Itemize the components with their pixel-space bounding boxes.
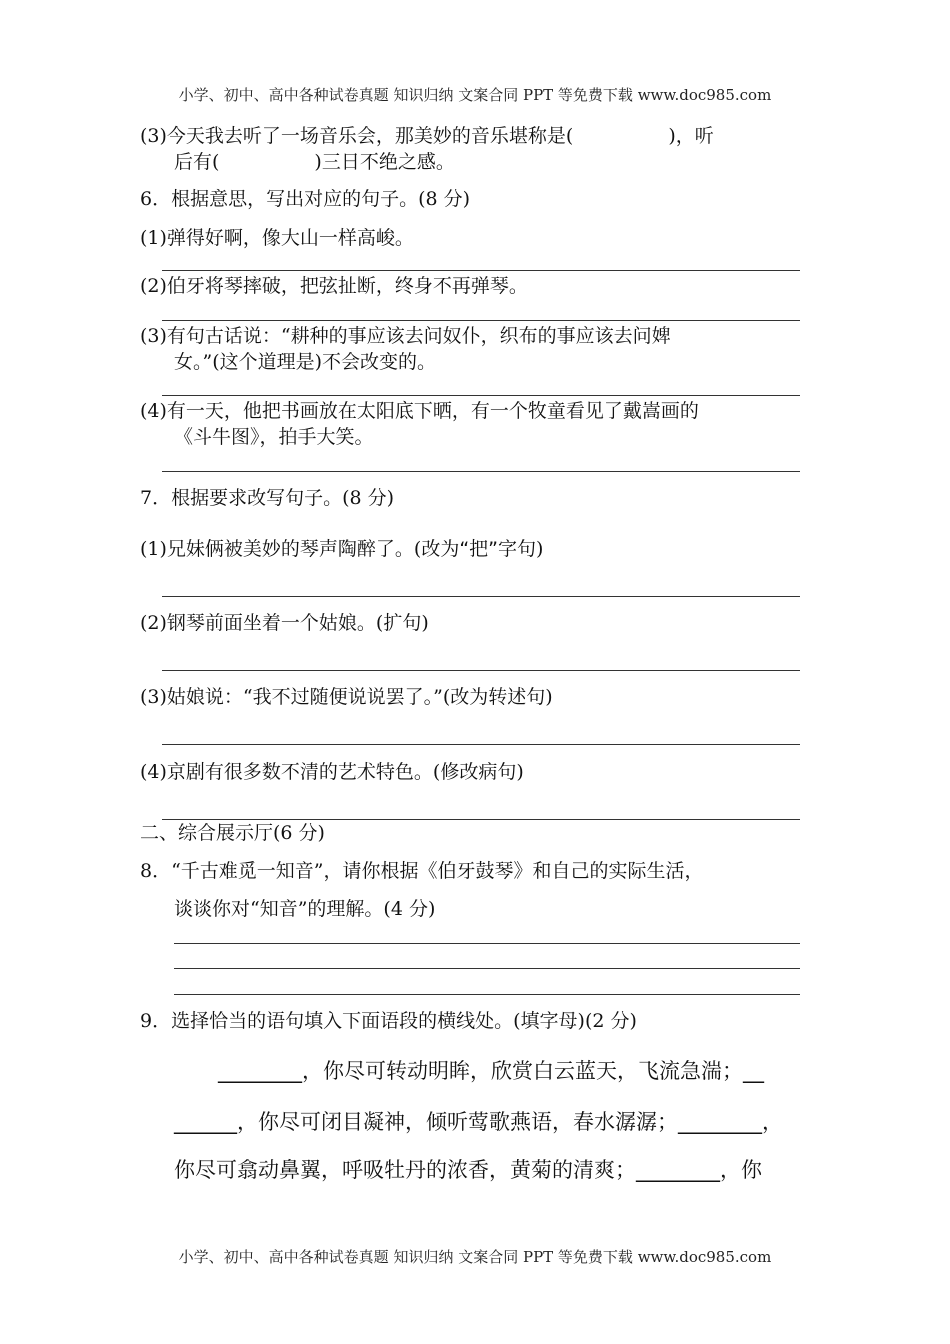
q9-paragraph-line2: ______，你尽可闭目凝神，倾听莺歌燕语，春水潺潺；________， <box>174 1110 783 1134</box>
q7-title: 7．根据要求改写句子。(8 分) <box>140 487 395 509</box>
page-footer: 小学、初中、高中各种试卷真题 知识归纳 文案合同 PPT 等免费下载 www.doc985.com <box>178 1248 772 1266</box>
answer-line <box>162 320 800 321</box>
q5-3-line1: (3)今天我去听了一场音乐会，那美妙的音乐堪称是( )，听 <box>140 125 714 147</box>
q7-item-1-end: ) <box>536 538 544 560</box>
q6-item-2: (2)伯牙将琴摔破，把弦扯断，终身不再弹琴。 <box>140 275 528 297</box>
answer-line <box>174 943 800 944</box>
q9-title <box>140 1009 637 1033</box>
answer-line <box>162 270 800 271</box>
q6-item-1: (1)弹得好啊，像大山一样高峻。 <box>140 227 414 249</box>
q6-item-3-line2: 女。”(这个道理是)不会改变的。 <box>174 351 437 373</box>
q6-title: 6．根据意思，写出对应的句子。(8 分) <box>140 188 471 210</box>
q7-item-1-requirement: 改为“把”字句 <box>421 538 537 560</box>
answer-line <box>162 395 800 396</box>
q6-item-3-line1: (3)有句古话说：“耕种的事应该去问奴仆，织布的事应该去问婢 <box>140 325 671 347</box>
q9-title-a: 9．选择恰当的语句填入下面语段的横线处。( <box>140 1010 521 1032</box>
q7-item-4-requirement: 修改病句 <box>440 761 517 783</box>
answer-line <box>162 670 800 671</box>
answer-line <box>162 596 800 597</box>
q7-item-3 <box>140 685 553 709</box>
q7-item-4-end: ) <box>516 761 524 783</box>
answer-line <box>162 744 800 745</box>
q7-item-3-text: (3)姑娘说：“我不过随便说说罢了。”( <box>140 686 451 708</box>
q7-item-4-text: (4)京剧有很多数不清的艺术特色。( <box>140 761 441 783</box>
q8-line2: 谈谈你对“知音”的理解。(4 分) <box>174 898 436 920</box>
q5-3-line2: 后有( )三日不绝之感。 <box>174 151 455 173</box>
q7-item-3-requirement: 改为转述句 <box>450 686 546 708</box>
q6-item-4-line2: 《斗牛图》，拍手大笑。 <box>174 426 374 448</box>
page-header: 小学、初中、高中各种试卷真题 知识归纳 文案合同 PPT 等免费下载 www.doc985.com <box>178 86 772 104</box>
answer-line <box>174 968 800 969</box>
answer-line <box>174 994 800 995</box>
q9-title-c: )(2 分) <box>577 1010 637 1032</box>
section-2-title: 二、综合展示厅(6 分) <box>140 822 325 844</box>
q9-title-b: 填字母 <box>520 1010 578 1032</box>
q7-item-2-text: (2)钢琴前面坐着一个姑娘。( <box>140 612 384 634</box>
q7-item-2-requirement: 扩句 <box>383 612 422 634</box>
q7-item-1-text: (1)兄妹俩被美妙的琴声陶醉了。( <box>140 538 422 560</box>
q9-paragraph-line1: ________，你尽可转动明眸，欣赏白云蓝天，飞流急湍；__ <box>218 1059 764 1083</box>
answer-line <box>162 819 800 820</box>
answer-line <box>162 471 800 472</box>
q7-item-2 <box>140 611 429 635</box>
q7-item-4 <box>140 760 524 784</box>
q7-item-1 <box>140 537 543 561</box>
q7-item-3-end: ) <box>545 686 553 708</box>
q7-item-2-end: ) <box>421 612 429 634</box>
q6-item-4-line1: (4)有一天，他把书画放在太阳底下晒，有一个牧童看见了戴嵩画的 <box>140 400 699 422</box>
q8-line1: 8．“千古难觅一知音”，请你根据《伯牙鼓琴》和自己的实际生活， <box>140 860 704 882</box>
q9-paragraph-line3: 你尽可翕动鼻翼，呼吸牡丹的浓香，黄菊的清爽；________，你 <box>174 1158 762 1182</box>
